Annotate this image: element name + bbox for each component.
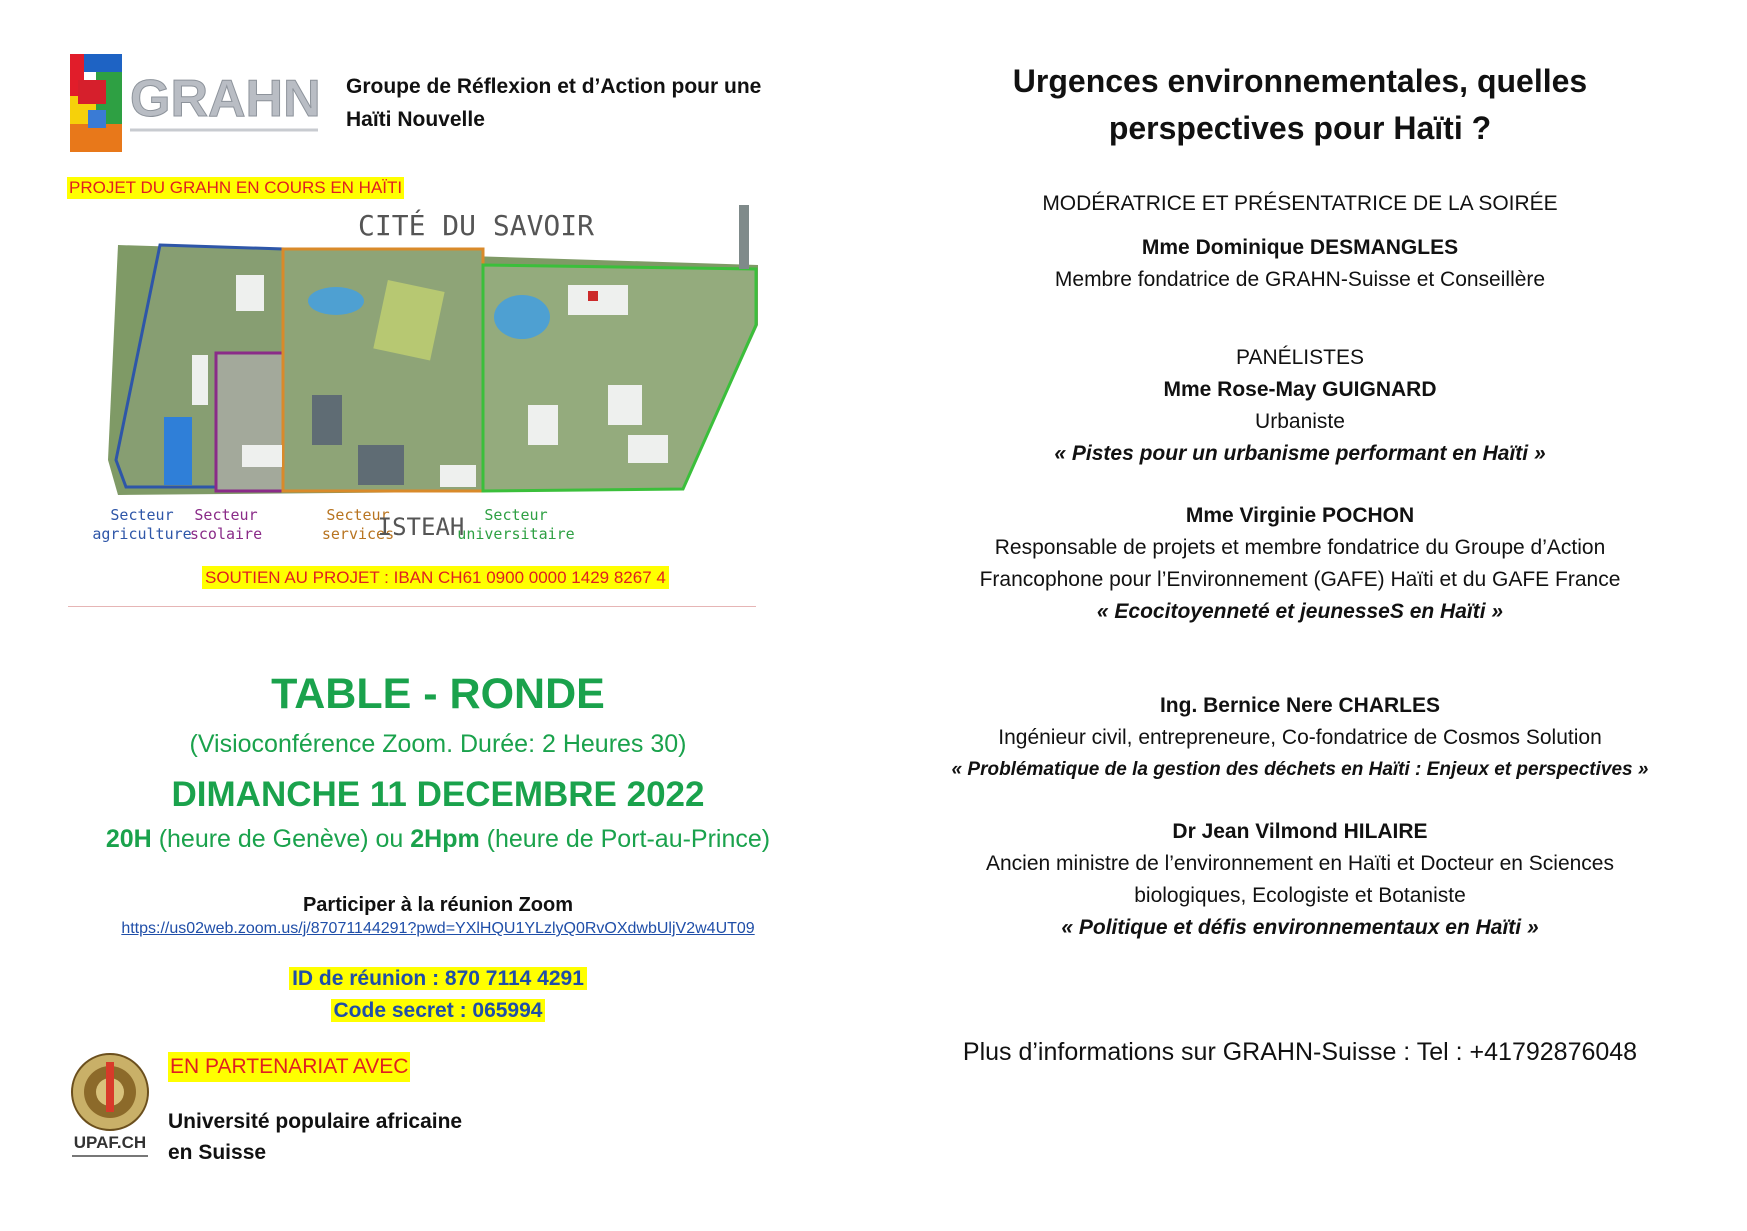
sector-universitaire-line1: Secteur [484,506,548,524]
sector-scolaire-line1: Secteur [194,506,258,524]
moderator-name: Mme Dominique DESMANGLES [1141,236,1459,259]
event-date: DIMANCHE 11 DECEMBRE 2022 [171,775,705,814]
sector-services-line2: services [321,525,395,543]
plan-title: CITÉ DU SAVOIR [358,209,595,242]
more-info: Plus d’informations sur GRAHN-Suisse : Tel : +41792876048 [962,1038,1638,1066]
time-pap-note: (heure de Port-au-Prince) [479,825,771,853]
support-label: SOUTIEN AU PROJET : [205,568,389,587]
isteah-label: ISTEAH [377,513,465,541]
panelist-block-4 [905,816,1695,944]
support-banner [202,566,669,589]
panelist-role: Urbaniste [1255,410,1345,433]
panelist-role-line1: Ancien ministre de l’environnement en Haïti et Docteur en Sciences [986,852,1614,875]
partner-name [168,1106,508,1168]
moderator-heading: MODÉRATRICE ET PRÉSENTATRICE DE LA SOIRÉE [1042,192,1558,215]
time-geneva-note: (heure de Genève) ou [151,825,411,853]
panelist-topic: « Problématique de la gestion des déchets en Haïti : Enjeux et perspectives » [951,759,1649,780]
panelist-topic: « Pistes pour un urbanisme performant en Haïti » [1054,442,1546,465]
panelist-name: Mme Rose-May GUIGNARD [1163,378,1437,401]
partner-label: EN PARTENARIAT AVEC [168,1052,410,1082]
panelist-name: Ing. Bernice Nere CHARLES [1159,694,1441,717]
panelist-topic: « Ecocitoyenneté et jeunesseS en Haïti » [1096,600,1504,623]
panelist-role-line2: biologiques, Ecologiste et Botaniste [1134,884,1466,907]
zoom-label: Participer à la réunion Zoom [302,894,574,916]
support-iban: IBAN CH61 0900 0000 1429 8267 4 [393,568,666,587]
organization-name [346,70,786,136]
event-time [68,822,808,856]
sector-services-line1: Secteur [326,506,390,524]
panelist-name: Dr Jean Vilmond HILAIRE [1172,820,1428,843]
upaf-logo [68,1052,152,1162]
partner-name-line1: Université populaire africaine [168,1110,463,1133]
panelist-topic: « Politique et défis environnementaux en Haïti » [1061,916,1539,939]
panelist-block-1 [905,342,1695,470]
event-title: TABLE - RONDE [271,670,605,718]
meeting-passcode: Code secret : 065994 [331,999,546,1022]
panelist-block-3 [905,690,1695,786]
site-plan-image [68,205,768,570]
main-title [930,58,1670,152]
project-label: PROJET DU GRAHN EN COURS EN HAÏTI [69,178,403,197]
panelist-role-line2: Francophone pour l’Environnement (GAFE) Haïti et du GAFE France [979,568,1621,591]
meeting-credentials [68,963,808,1027]
separator-line [68,606,756,607]
time-geneva: 20H [105,825,152,853]
zoom-link[interactable]: https://us02web.zoom.us/j/87071144291?pwd=YXlHQU1YLzlyQ0RvOXdwbUljV2w4UT09 [121,920,755,937]
panelist-role-line1: Responsable de projets et membre fondatrice du Groupe d’Action [994,536,1606,559]
sector-agriculture-line2: agriculture [92,525,192,543]
event-format: (Visioconférence Zoom. Durée: 2 Heures 30) [189,730,687,758]
sector-scolaire-line2: scolaire [189,525,263,543]
grahn-logo [68,50,330,155]
partner-name-line2: en Suisse [168,1141,267,1164]
panel-heading: PANÉLISTES [1236,346,1364,369]
main-title-line2: perspectives pour Haïti ? [1108,110,1492,146]
moderator-block [905,188,1695,296]
moderator-role: Membre fondatrice de GRAHN-Suisse et Conseillère [1054,268,1546,291]
panelist-block-2 [905,500,1695,628]
sector-agriculture-line1: Secteur [110,506,174,524]
time-pap: 2Hpm [410,825,480,853]
meeting-id: ID de réunion : 870 7114 4291 [289,967,587,990]
org-name-line1: Groupe de Réflexion et d’Action pour une [346,75,762,98]
org-name-line2: Haïti Nouvelle [346,108,485,131]
panelist-role: Ingénieur civil, entrepreneure, Co-fondatrice de Cosmos Solution [998,726,1602,749]
upaf-logo-text: UPAF.CH [73,1133,147,1152]
sector-universitaire-line2: universitaire [457,525,575,543]
main-title-line1: Urgences environnementales, quelles [1012,63,1588,99]
panelist-name: Mme Virginie POCHON [1185,504,1415,527]
grahn-logo-text: GRAHN [130,70,321,128]
